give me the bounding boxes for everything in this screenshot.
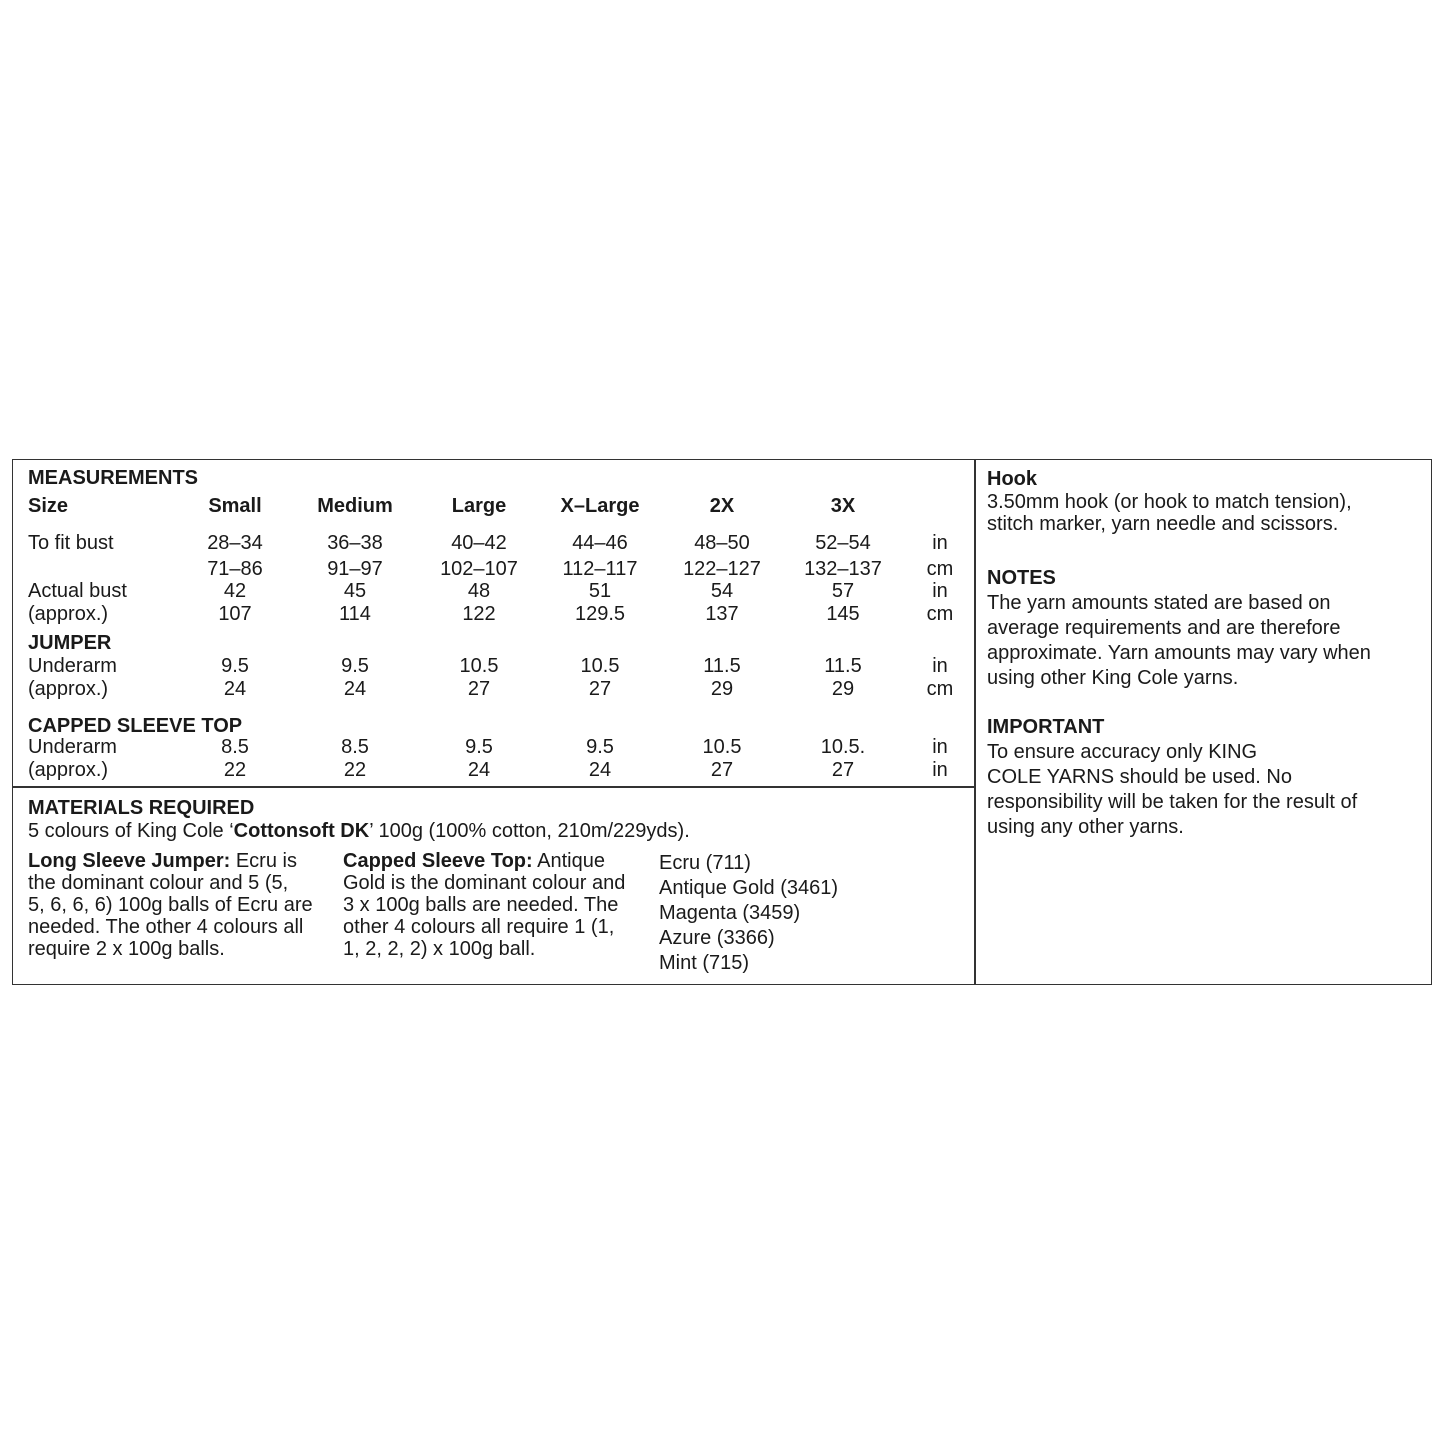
size-header: Large xyxy=(451,495,507,517)
unit-label: in xyxy=(932,580,948,602)
table-cell: 122–127 xyxy=(683,558,761,580)
capped-title: CAPPED SLEEVE TOP xyxy=(28,715,243,737)
table-cell: 122 xyxy=(462,603,496,625)
size-header: 3X xyxy=(830,495,856,517)
unit-label: cm xyxy=(926,558,954,580)
size-header: X–Large xyxy=(560,495,640,517)
table-cell: 48–50 xyxy=(694,532,750,554)
unit-label: in xyxy=(932,759,948,781)
notes-title: NOTES xyxy=(987,567,1056,589)
unit-label: in xyxy=(932,736,948,758)
section-divider xyxy=(12,786,975,788)
row-label: (approx.) xyxy=(28,678,109,700)
table-cell: 28–34 xyxy=(207,532,263,554)
table-cell: 10.5 xyxy=(702,736,742,758)
table-cell: 57 xyxy=(831,580,855,602)
table-cell: 114 xyxy=(339,603,371,625)
table-cell: 8.5 xyxy=(221,736,249,758)
table-cell: 24 xyxy=(223,678,247,700)
table-cell: 112–117 xyxy=(562,558,638,580)
table-cell: 9.5 xyxy=(586,736,614,758)
unit-label: in xyxy=(932,532,948,554)
unit-label: cm xyxy=(926,678,954,700)
colour-list xyxy=(659,851,959,976)
row-label: Underarm xyxy=(28,655,117,677)
table-cell: 27 xyxy=(710,759,734,781)
table-cell: 132–137 xyxy=(804,558,882,580)
table-cell: 45 xyxy=(343,580,367,602)
important-text: To ensure accuracy only KING COLE YARNS should be used. No responsibility will be taken for the result of using any other yarns. xyxy=(987,741,1358,838)
colour-item: Antique Gold (3461) xyxy=(659,877,839,899)
table-cell: 24 xyxy=(343,678,367,700)
table-cell: 52–54 xyxy=(815,532,871,554)
size-header: Medium xyxy=(317,495,393,517)
row-label: (approx.) xyxy=(28,603,109,625)
capped-sleeve-top-requirements: Capped Sleeve Top: Antique Gold is the dominant colour and 3 x 100g balls are needed. The other 4 colours all require 1 (1, 1, 2, 2, 2) x 100g ball. xyxy=(343,850,626,960)
hook-title: Hook xyxy=(987,468,1037,490)
table-cell: 11.5 xyxy=(824,655,862,677)
table-cell: 44–46 xyxy=(572,532,628,554)
table-cell: 29 xyxy=(831,678,855,700)
table-cell: 24 xyxy=(588,759,612,781)
table-cell: 137 xyxy=(705,603,739,625)
row-label: (approx.) xyxy=(28,759,109,781)
notes-text: The yarn amounts stated are based on average requirements and are therefore approximate. Yarn amounts may vary when using other King Cole yarns. xyxy=(987,592,1371,689)
size-header: Small xyxy=(208,495,262,517)
table-cell: 22 xyxy=(223,759,247,781)
table-cell: 48 xyxy=(467,580,491,602)
table-cell: 71–86 xyxy=(207,558,263,580)
unit-label: cm xyxy=(926,603,954,625)
table-cell: 27 xyxy=(831,759,855,781)
table-cell: 27 xyxy=(588,678,612,700)
colour-item: Magenta (3459) xyxy=(659,902,801,924)
colour-item: Ecru (711) xyxy=(659,852,751,874)
table-cell: 11.5 xyxy=(703,655,741,677)
colour-item: Azure (3366) xyxy=(659,927,775,949)
jumper-title: JUMPER xyxy=(28,632,112,654)
colour-item: Mint (715) xyxy=(659,952,750,974)
table-cell: 42 xyxy=(223,580,247,602)
table-cell: 10.5 xyxy=(580,655,620,677)
table-cell: 36–38 xyxy=(327,532,383,554)
table-cell: 8.5 xyxy=(341,736,369,758)
table-cell: 54 xyxy=(710,580,734,602)
long-sleeve-jumper-requirements: Long Sleeve Jumper: Ecru is the dominant colour and 5 (5, 5, 6, 6, 6) 100g balls of Ecru are needed. The other 4 colours all require 2 x 100g balls. xyxy=(28,850,313,960)
measurements-title: MEASUREMENTS xyxy=(28,467,199,489)
table-cell: 102–107 xyxy=(440,558,518,580)
table-cell: 27 xyxy=(467,678,491,700)
table-cell: 10.5. xyxy=(820,736,866,758)
table-cell: 9.5 xyxy=(221,655,249,677)
row-label: Actual bust xyxy=(28,580,127,602)
row-label: Underarm xyxy=(28,736,117,758)
materials-yarn-line: 5 colours of King Cole ‘Cottonsoft DK’ 100g (100% cotton, 210m/229yds). xyxy=(28,820,690,842)
size-header: 2X xyxy=(709,495,735,517)
size-label: Size xyxy=(28,495,69,517)
table-cell: 51 xyxy=(588,580,612,602)
table-cell: 9.5 xyxy=(341,655,369,677)
table-cell: 40–42 xyxy=(451,532,507,554)
table-cell: 10.5 xyxy=(459,655,499,677)
table-cell: 129.5 xyxy=(574,603,626,625)
unit-label: in xyxy=(932,655,948,677)
table-cell: 91–97 xyxy=(327,558,383,580)
table-cell: 29 xyxy=(710,678,734,700)
important-title: IMPORTANT xyxy=(987,716,1105,738)
table-cell: 107 xyxy=(218,603,252,625)
materials-title: MATERIALS REQUIRED xyxy=(28,797,255,819)
row-label: To fit bust xyxy=(28,532,114,554)
table-cell: 22 xyxy=(343,759,367,781)
hook-text: 3.50mm hook (or hook to match tension), stitch marker, yarn needle and scissors. xyxy=(987,491,1352,535)
table-cell: 9.5 xyxy=(465,736,493,758)
table-cell: 24 xyxy=(467,759,491,781)
table-cell: 145 xyxy=(826,603,860,625)
